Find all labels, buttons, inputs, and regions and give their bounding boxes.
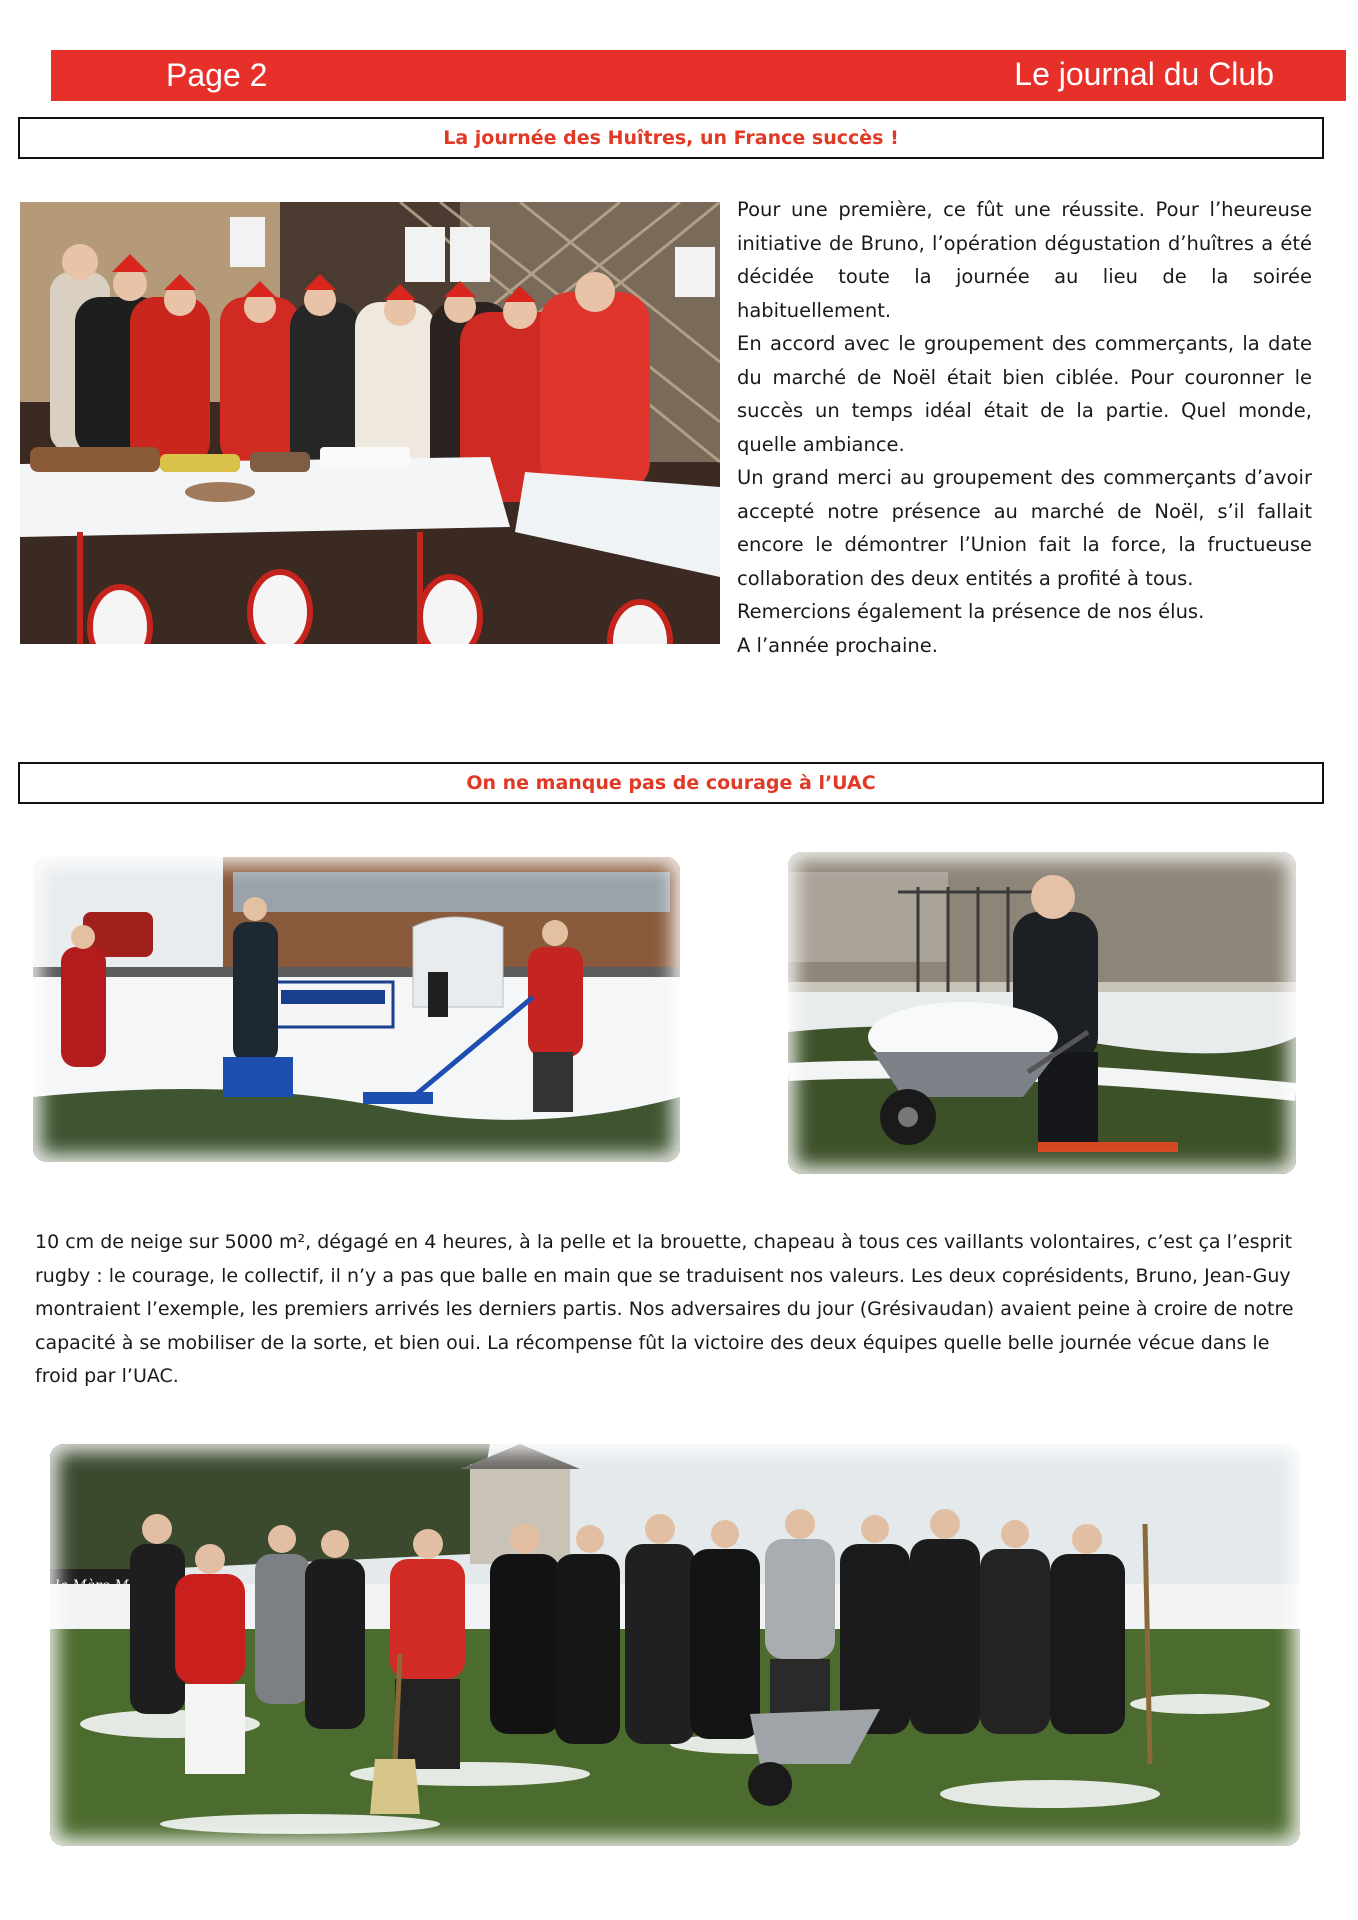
oysters-paragraph-1: Pour une première, ce fût une réussite. Pour l’heureuse initiative de Bruno, l’opération dégustation d’huîtres a été décidée toute la journée au lieu de la soirée habituellement. xyxy=(737,198,1312,322)
snow-shovel-photo xyxy=(33,857,680,1162)
oyster-stand-photo xyxy=(20,202,720,644)
journal-title: Le journal du Club xyxy=(1014,56,1274,92)
courage-article-text: 10 cm de neige sur 5000 m², dégagé en 4 heures, à la pelle et la brouette, chapeau à tous ces vaillants volontaires, c’est ça l’esprit rugby : le courage, le collectif, il n’y a pas que balle en main que se traduisent nos valeurs. Les deux coprésidents, Bruno, Jean-Guy montraient l’exemple, les premiers arrivés les derniers partis. Nos adversaires du jour (Grésivaudan) avaient peine à croire de notre capacité à se mobiliser de la sorte, et bien oui. La récompense fût la victoire des deux équipes quelle belle journée vécue dans le froid par l’UAC. xyxy=(35,1231,1294,1387)
oysters-paragraph-3: Un grand merci au groupement des commerçants d’avoir accepté notre présence au marché de Noël, s’il fallait encore le démontrer l’Union fait la force, la fructueuse collaboration des deux entités a profité à tous. xyxy=(737,466,1312,590)
section-title-oysters: La journée des Huîtres, un France succès ! xyxy=(18,117,1324,159)
oysters-paragraph-2: En accord avec le groupement des commerçants, la date du marché de Noël était bien ciblée. Pour couronner le succès un temps idéal était de la partie. Quel monde, quelle ambiance. xyxy=(737,332,1312,456)
volunteers-group-photo xyxy=(50,1444,1300,1846)
section-title-courage: On ne manque pas de courage à l’UAC xyxy=(18,762,1324,804)
oysters-paragraph-4: Remercions également la présence de nos élus. xyxy=(737,600,1205,623)
oysters-article-text xyxy=(737,193,1312,662)
wheelbarrow-photo xyxy=(788,852,1296,1174)
oysters-paragraph-5: A l’année prochaine. xyxy=(737,633,938,657)
page-header-banner xyxy=(51,50,1346,101)
page-number: Page 2 xyxy=(166,57,268,93)
